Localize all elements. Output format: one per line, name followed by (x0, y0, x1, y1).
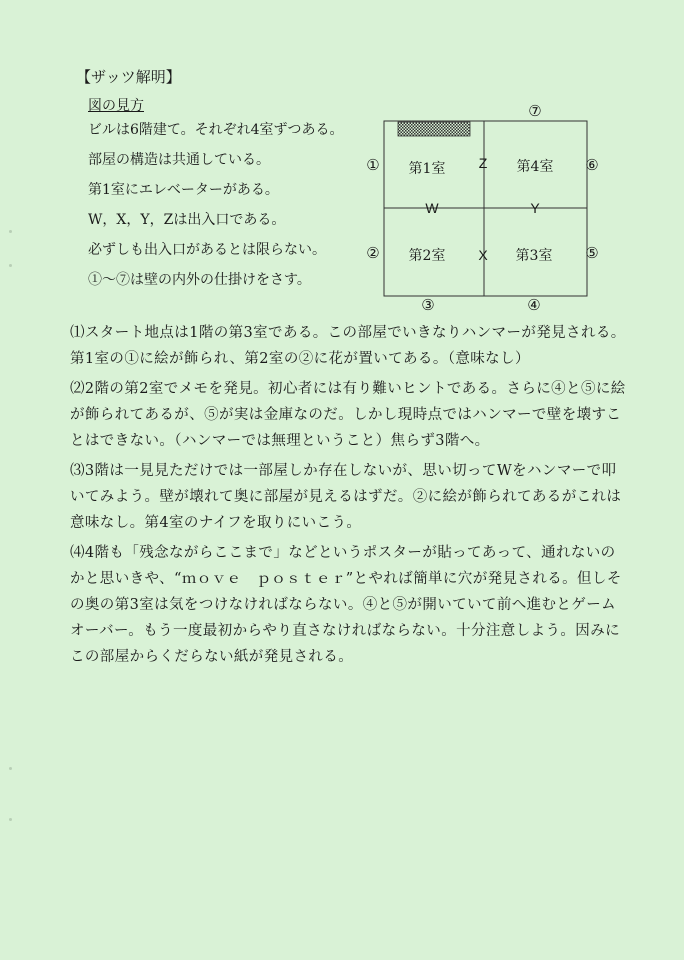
door-x-label: X (478, 247, 488, 263)
door-w-label: W (425, 200, 439, 216)
walkthrough-paragraphs (70, 320, 630, 674)
binder-hole (9, 818, 12, 821)
legend-line: 必ずしも出入口があるとは限らない。 (88, 242, 326, 258)
legend-line: 部屋の構造は共通している。 (88, 152, 270, 168)
door-y-label: Y (530, 200, 540, 216)
diagram-legend-list (88, 120, 368, 300)
wall-7-marker: ⑦ (528, 102, 542, 120)
wall-3-marker: ③ (421, 296, 435, 314)
wall-4-marker: ④ (527, 296, 541, 314)
binder-hole (9, 767, 12, 770)
room-1-label: 第1室 (408, 161, 446, 177)
wall-1-marker: ① (366, 156, 380, 174)
room-3-label: 第3室 (515, 248, 553, 264)
legend-line: ①〜⑦は壁の内外の仕掛けをさす。 (88, 272, 311, 288)
paragraph: ⑶3階は一見見ただけでは一部屋しか存在しないが、思い切ってWをハンマーで叩いてみよう。壁が壊れて奥に部屋が見えるはずだ。②に絵が飾られてあるがこれは意味なし。第4室のナイフを取りにいこう。 (70, 463, 622, 531)
section-heading: 【ザッツ解明】 (76, 68, 181, 86)
legend-line: 第1室にエレベーターがある。 (88, 182, 279, 198)
door-z-label: Z (478, 155, 488, 171)
paragraph: ⑷4階も「残念ながらここまで」などというポスターが貼ってあって、通れないのかと思いきや、“ｍｏｖｅ ｐｏｓｔｅｒ”とやれば簡単に穴が発見される。但しその奥の第3室は気をつけなければならない。④と⑤が開いていて前へ進むとゲームオーバー。もう一度最初からやり直さなければならない。十分注意しよう。因みにこの部屋からくだらない紙が発見される。 (70, 545, 622, 665)
legend-line: ビルは6階建て。それぞれ4室ずつある。 (88, 122, 344, 138)
room-4-label: 第4室 (516, 159, 554, 175)
paragraph: ⑵2階の第2室でメモを発見。初心者には有り難いヒントである。さらに④と⑤に絵が飾られてあるが、⑤が実は金庫なのだ。しかし現時点ではハンマーで壁を壊すことはできない。（ハンマーでは無理ということ）焦らず3階へ。 (70, 381, 626, 449)
paragraph: ⑴スタート地点は1階の第3室である。この部屋でいきなりハンマーが発見される。第1室の①に絵が飾られ、第2室の②に花が置いてある。（意味なし） (70, 325, 626, 367)
diagram-legend-heading: 図の見方 (88, 98, 144, 114)
wall-6-marker: ⑥ (585, 156, 599, 174)
legend-line: W，X，Y，Zは出入口である。 (88, 212, 286, 228)
binder-hole (9, 230, 12, 233)
binder-hole (9, 264, 12, 267)
floor-plan-diagram (360, 100, 610, 315)
room-2-label: 第2室 (408, 248, 446, 264)
elevator-hatch (398, 122, 470, 136)
wall-2-marker: ② (366, 244, 380, 262)
wall-5-marker: ⑤ (585, 244, 599, 262)
